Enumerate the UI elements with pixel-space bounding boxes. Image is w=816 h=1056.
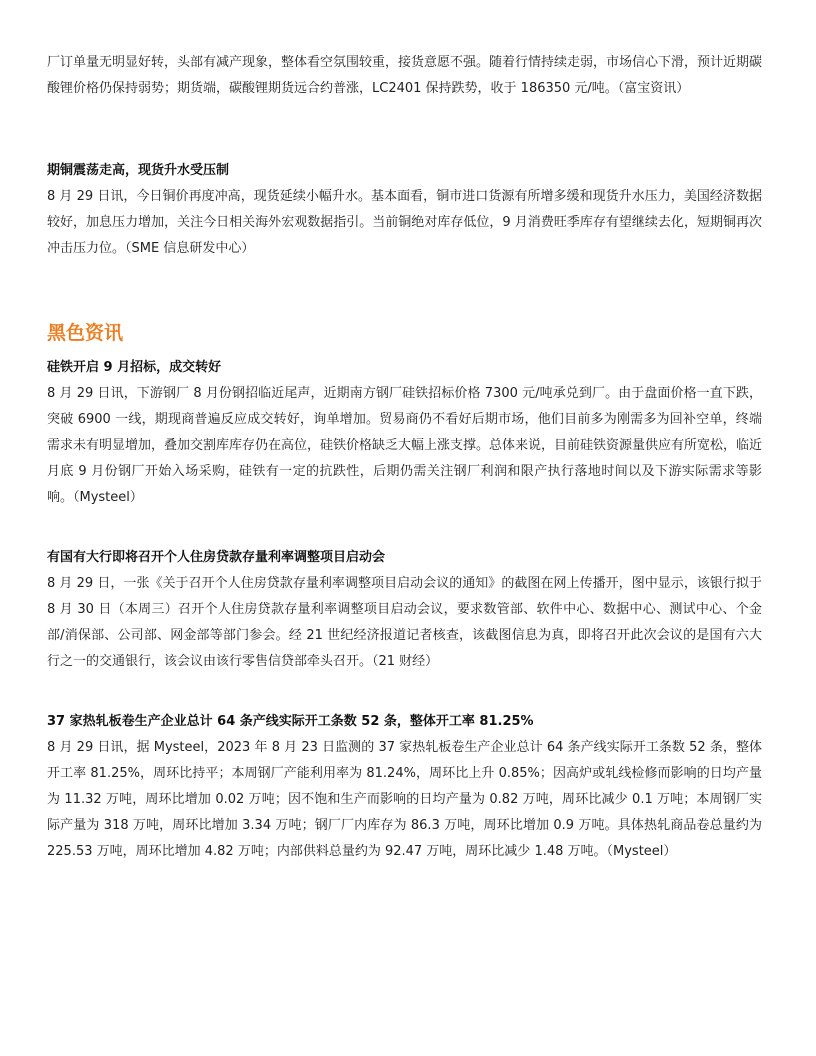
bank-paragraph: 8 月 29 日，一张《关于召开个人住房贷款存量利率调整项目启动会议的通知》的截图在网上传播开，图中显示，该银行拟于 8 月 30 日（本周三）召开个人住房贷款存量利率调整项目启动会议，要求数管部、软件中心、数据中心、测试中心、个金部/消保部、公司部、网金部等部门参会。经 21 世纪经济报道记者核查，该截图信息为真，即将召开此次会议的是国有六大行之一的交通银行，该会议由该行零售信贷部牵头召开。（21 财经） xyxy=(47,576,762,669)
bank-headline: 有国有大行即将召开个人住房贷款存量利率调整项目启动会 xyxy=(47,550,386,565)
hotrolled-paragraph: 8 月 29 日讯，据 Mysteel，2023 年 8 月 23 日监测的 37 家热轧板卷生产企业总计 64 条产线实际开工条数 52 条，整体开工率 81.25%，周环比持平；本周钢厂产能利用率为 81.24%，周环比上升 0.85%；因高炉或轧线检修而影响的日均产量为 11.32 万吨，周环比增加 0.02 万吨；因不饱和生产而影响的日均产量为 0.82 万吨，周环比减少 0.1 万吨；本周钢厂实际产量为 318 万吨，周环比增加 3.34 万吨；钢厂厂内库存为 86.3 万吨，周环比增加 0.9 万吨。具体热轧商品卷总量约为 225.53 万吨，周环比增加 4.82 万吨；内部供料总量约为 92.47 万吨，周环比减少 1.48 万吨。（Mysteel） xyxy=(47,740,762,859)
copper-paragraph: 8 月 29 日讯，今日铜价再度冲高，现货延续小幅升水。基本面看，铜市进口货源有所增多缓和现货升水压力，美国经济数据较好，加息压力增加，关注今日相关海外宏观数据指引。当前铜绝对库存低位，9 月消费旺季库存有望继续去化，短期铜再次冲击压力位。（SME 信息研发中心） xyxy=(47,189,762,256)
hotrolled-headline: 37 家热轧板卷生产企业总计 64 条产线实际开工条数 52 条，整体开工率 81.25% xyxy=(47,714,534,729)
ferrosilicon-headline: 硅铁开启 9 月招标，成交转好 xyxy=(47,360,222,375)
ferrosilicon-paragraph: 8 月 29 日讯，下游钢厂 8 月份钢招临近尾声，近期南方钢厂硅铁招标价格 7300 元/吨承兑到厂。由于盘面价格一直下跌，突破 6900 一线，期现商普遍反应成交转好，询单增加。贸易商仍不看好后期市场，他们目前多为刚需多为回补空单，终端需求未有明显增加，叠加交割库库存仍在高位，硅铁价格缺乏大幅上涨支撑。总体来说，目前硅铁资源量供应有所宽松，临近月底 9 月份钢厂开始入场采购，硅铁有一定的抗跌性，后期仍需关注钢厂利润和限产执行落地时间以及下游实际需求等影响。（Mysteel） xyxy=(47,386,763,505)
intro-paragraph: 厂订单量无明显好转，头部有减产现象，整体看空氛围较重，接货意愿不强。随着行情持续走弱，市场信心下滑，预计近期碳酸锂价格仍保持弱势；期货端，碳酸锂期货远合约普涨，LC2401 保持跌势，收于 186350 元/吨。（富宝资讯） xyxy=(47,55,763,96)
copper-headline: 期铜震荡走高，现货升水受压制 xyxy=(47,163,230,178)
ferrous-section-title: 黑色资讯 xyxy=(47,322,124,344)
